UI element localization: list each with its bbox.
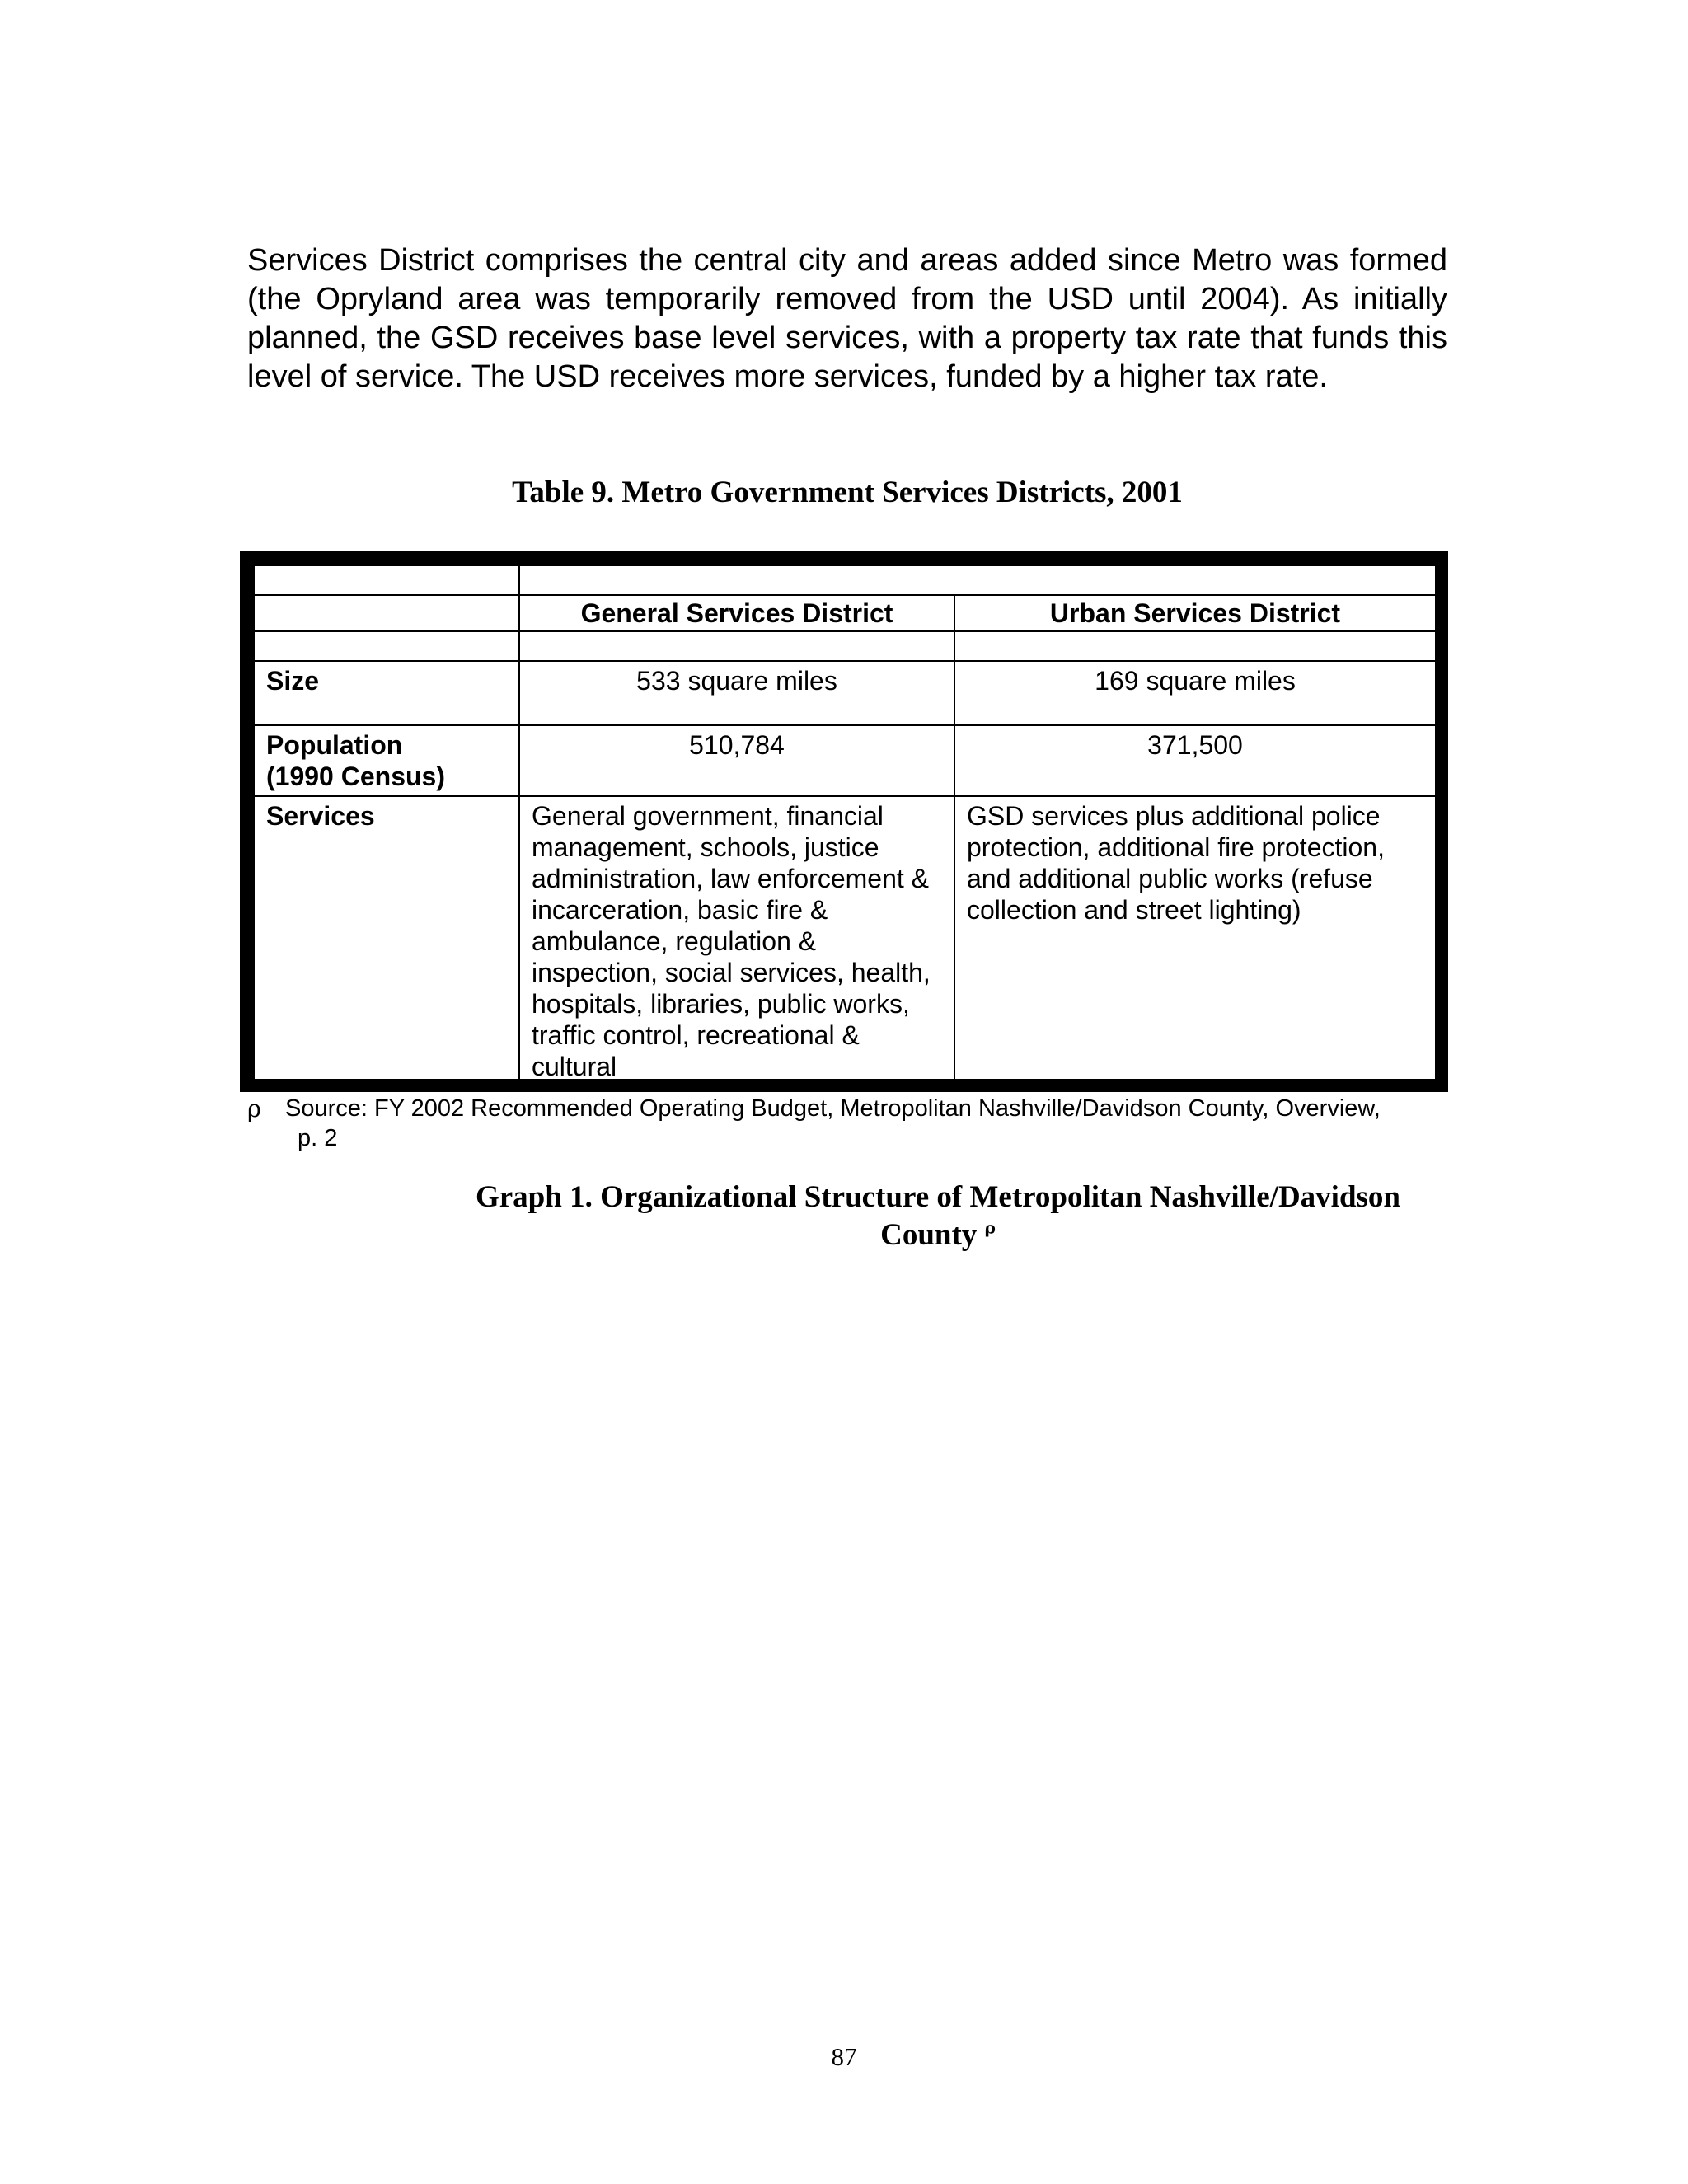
column-header-urban: Urban Services District <box>954 595 1436 631</box>
column-header-general: General Services District <box>519 595 954 631</box>
table-cell-empty <box>254 595 519 631</box>
table-row-population <box>254 725 1436 796</box>
source-text-continuation: p. 2 <box>298 1125 338 1151</box>
table-spacer-row <box>254 565 1436 595</box>
table-row-size <box>254 661 1436 725</box>
source-text-line: Source: FY 2002 Recommended Operating Budget, Metropolitan Nashville/Davidson County, Overview, <box>285 1095 1381 1122</box>
page-number: 87 <box>831 2042 857 2071</box>
row-label-population <box>254 725 519 796</box>
table-source-note <box>247 1094 1447 1153</box>
size-general: 533 square miles <box>519 661 954 725</box>
services-districts-table <box>253 565 1437 1087</box>
table-cell-empty <box>519 565 1436 595</box>
population-urban: 371,500 <box>954 725 1436 796</box>
row-label-size: Size <box>254 661 519 725</box>
graph-title-marker: ρ <box>984 1217 996 1238</box>
graph-title <box>429 1179 1447 1254</box>
services-table-inner <box>251 562 1437 1081</box>
graph-title-line1: Graph 1. Organizational Structure of Metropolitan Nashville/Davidson <box>475 1180 1400 1214</box>
table-cell-empty <box>954 631 1436 661</box>
table-cell-empty <box>254 565 519 595</box>
table-header-row <box>254 595 1436 631</box>
footnote-marker: ρ <box>247 1094 262 1122</box>
table-cell-empty <box>254 631 519 661</box>
population-label-line1: Population <box>266 730 403 760</box>
graph-title-line2: County <box>880 1218 978 1252</box>
population-label-line2: (1990 Census) <box>266 762 445 791</box>
population-general: 510,784 <box>519 725 954 796</box>
services-general: General government, financial management, schools, justice administration, law enforcement & incarceration, basic fire & ambulance, regulation & inspection, social services, health, hospitals, libraries, public works, traffic control, recreational & cultural <box>519 796 954 1086</box>
services-urban: GSD services plus additional police protection, additional fire protection, and additional public works (refuse collection and street lighting) <box>954 796 1436 1086</box>
source-text <box>285 1094 1447 1153</box>
table-spacer-row <box>254 631 1436 661</box>
intro-paragraph: Services District comprises the central city and areas added since Metro was formed (the Opryland area was temporarily removed from the USD until 2004). As initially planned, the GSD receives base level services, with a property tax rate that funds this level of service. The USD receives more services, funded by a higher tax rate. <box>247 243 1447 394</box>
row-label-services: Services <box>254 796 519 1086</box>
size-urban: 169 square miles <box>954 661 1436 725</box>
table-cell-empty <box>519 631 954 661</box>
services-table-frame <box>240 551 1448 1092</box>
table-row-services <box>254 796 1436 1086</box>
table-title: Table 9. Metro Government Services Districts, 2001 <box>512 476 1183 509</box>
